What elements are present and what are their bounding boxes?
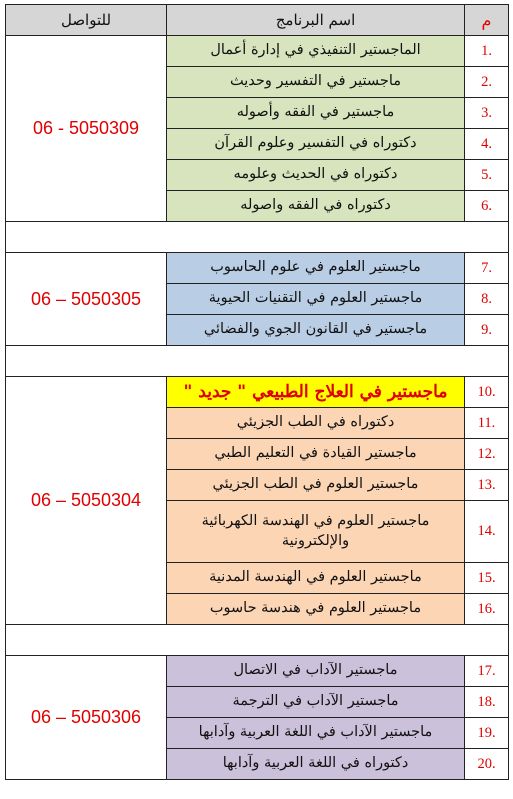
program-number: .16 <box>465 594 509 625</box>
group-spacer-row <box>6 346 509 377</box>
program-number: .14 <box>465 501 509 563</box>
program-name: ماجستير في العلاج الطبيعي " جديد " <box>167 377 465 408</box>
spacer-cell <box>6 222 509 253</box>
program-number: .17 <box>465 656 509 687</box>
contact-phone: 06 – 5050305 <box>6 253 167 346</box>
table-row <box>6 656 509 687</box>
table-row <box>6 253 509 284</box>
program-number: .10 <box>465 377 509 408</box>
spacer-cell <box>6 346 509 377</box>
program-number: .20 <box>465 749 509 780</box>
header-contact: للتواصل <box>6 5 167 36</box>
program-number: .9 <box>465 315 509 346</box>
program-number: .18 <box>465 687 509 718</box>
header-row <box>6 5 509 36</box>
program-number: .3 <box>465 98 509 129</box>
group-spacer-row <box>6 625 509 656</box>
program-number: .8 <box>465 284 509 315</box>
table-row <box>6 36 509 67</box>
table-row <box>6 377 509 408</box>
program-number: .4 <box>465 129 509 160</box>
contact-phone: 06 – 5050306 <box>6 656 167 780</box>
program-number: .13 <box>465 470 509 501</box>
program-number: .5 <box>465 160 509 191</box>
program-number: .6 <box>465 191 509 222</box>
header-num: م <box>465 5 509 36</box>
header-program: اسم البرنامج <box>167 5 465 36</box>
group-spacer-row <box>6 222 509 253</box>
program-name: ماجستير الآداب في الاتصال <box>167 656 465 687</box>
program-name: ماجستير الآداب في اللغة العربية وآدابها <box>167 718 465 749</box>
program-name: دكتوراه في اللغة العربية وآدابها <box>167 749 465 780</box>
program-name: ماجستير في القانون الجوي والفضائي <box>167 315 465 346</box>
contact-phone: 06 - 5050309 <box>6 36 167 222</box>
program-number: .11 <box>465 408 509 439</box>
program-name: ماجستير في التفسير وحديث <box>167 67 465 98</box>
program-name: دكتوراه في التفسير وعلوم القرآن <box>167 129 465 160</box>
program-name: ماجستير القيادة في التعليم الطبي <box>167 439 465 470</box>
contact-phone: 06 – 5050304 <box>6 377 167 625</box>
program-name: ماجستير العلوم في الطب الجزيئي <box>167 470 465 501</box>
program-name: ماجستير العلوم في الهندسة المدنية <box>167 563 465 594</box>
program-name: ماجستير العلوم في هندسة حاسوب <box>167 594 465 625</box>
program-number: .12 <box>465 439 509 470</box>
program-name: ماجستير في الفقه وأصوله <box>167 98 465 129</box>
program-number: .7 <box>465 253 509 284</box>
program-name: ماجستير العلوم في الهندسة الكهربائية والإلكترونية <box>167 501 465 563</box>
program-name: دكتوراه في الطب الجزيئي <box>167 408 465 439</box>
table-body <box>6 36 509 780</box>
program-number: .19 <box>465 718 509 749</box>
program-number: .2 <box>465 67 509 98</box>
program-number: .15 <box>465 563 509 594</box>
program-name: دكتوراه في الحديث وعلومه <box>167 160 465 191</box>
program-name: ماجستير الآداب في الترجمة <box>167 687 465 718</box>
spacer-cell <box>6 625 509 656</box>
programs-table <box>5 4 509 780</box>
program-name: ماجستير العلوم في علوم الحاسوب <box>167 253 465 284</box>
program-name: ماجستير العلوم في التقنيات الحيوية <box>167 284 465 315</box>
program-number: .1 <box>465 36 509 67</box>
program-name: دكتوراه في الفقه واصوله <box>167 191 465 222</box>
program-name: الماجستير التنفيذي في إدارة أعمال <box>167 36 465 67</box>
